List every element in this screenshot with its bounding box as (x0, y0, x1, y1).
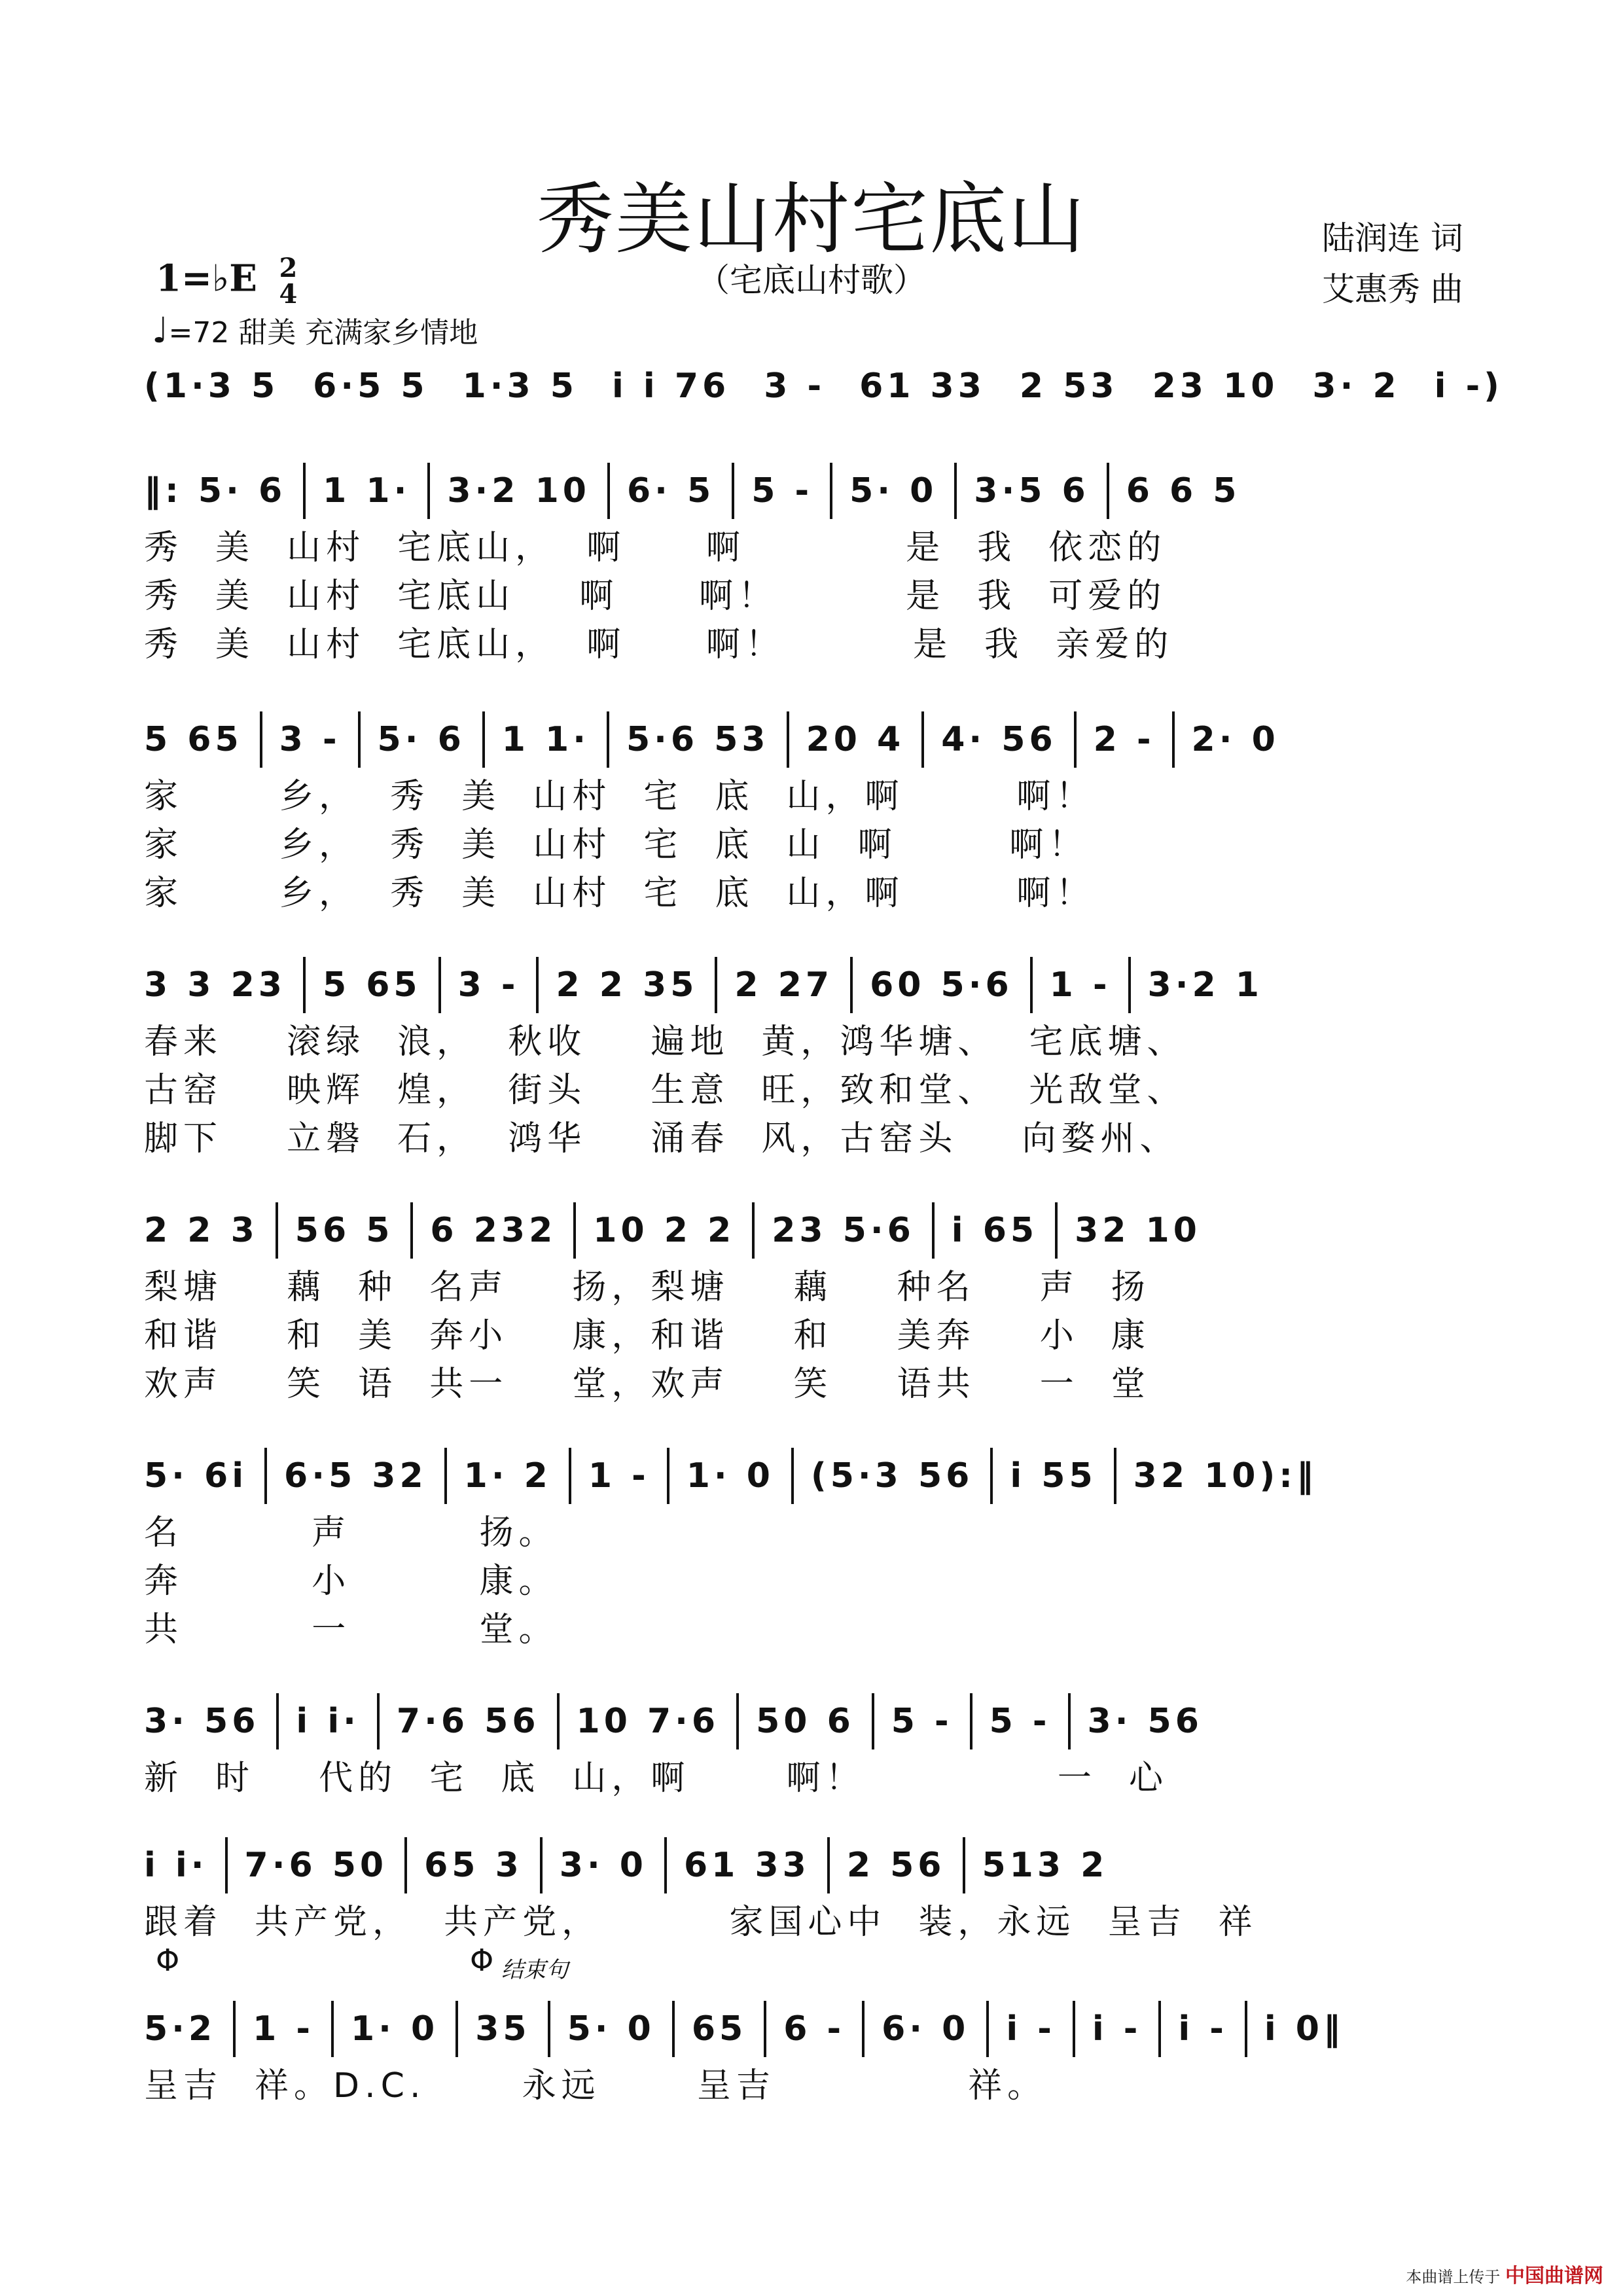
notation-line (144, 1443, 1479, 1509)
score-system (144, 458, 1479, 669)
bar-line (1245, 2001, 1247, 2057)
bar-line (1055, 1202, 1058, 1259)
bar-line (410, 1202, 413, 1259)
notation-line (144, 353, 1503, 419)
composer: 艾惠秀 曲 (1322, 270, 1463, 308)
measure: 1·3 5 (462, 367, 578, 406)
measure: i 55 (1010, 1456, 1097, 1496)
score-system (144, 1996, 1479, 2110)
notation-line (144, 1833, 1479, 1898)
footer (1406, 2259, 1603, 2288)
bar-line (264, 1448, 267, 1504)
measure: 5 - (891, 1702, 953, 1741)
credits (1322, 213, 1463, 315)
measure: 5· 0 (849, 471, 938, 511)
bar-line (752, 1202, 755, 1259)
lyric-line: 秀 美 山村 宅底山， 啊 啊！ 是 我 亲爱的 (144, 625, 1174, 664)
lyric-line: 和谐 和 美 奔小 康，和谐 和 美奔 小 康 (144, 1316, 1150, 1355)
bar-line (986, 2001, 989, 2057)
notation-line (144, 458, 1479, 524)
measure: 5 65 (144, 720, 243, 759)
bar-line (732, 463, 734, 519)
measure: 1 1· (501, 720, 590, 759)
lyricist: 陆润连 词 (1322, 219, 1463, 257)
bar-line (1114, 1448, 1116, 1504)
bar-line (540, 1837, 543, 1893)
score-system (144, 707, 1479, 918)
measure: 10 7·6 (576, 1702, 720, 1741)
bar-line (233, 2001, 236, 2057)
bar-line (573, 1202, 576, 1259)
quarter-note-icon: ♩ (152, 310, 169, 351)
measure: (5·3 56 (810, 1456, 974, 1496)
bar-line (791, 1448, 794, 1504)
measure: 2 2 3 (144, 1211, 259, 1250)
measure: 20 4 (806, 720, 905, 759)
measure: i i· (296, 1702, 360, 1741)
bar-line (764, 2001, 766, 2057)
measure: 7·6 50 (244, 1846, 388, 1885)
bar-line (557, 1693, 560, 1749)
measure: 1· 0 (351, 2009, 439, 2049)
measure: 3· 56 (144, 1702, 260, 1741)
bar-line (787, 711, 789, 768)
bar-line (990, 1448, 993, 1504)
tempo-text: =72 甜美 充满家乡情地 (168, 316, 478, 350)
footer-brand: 中国曲谱网 (1505, 2265, 1603, 2287)
lyric-line: 家 乡， 秀 美 山村 宅 底 山 啊 啊！ (144, 825, 1088, 865)
notation-line (144, 952, 1479, 1018)
measure: 6· 5 (626, 471, 715, 511)
bar-line (830, 463, 832, 519)
measure: 2 - (1093, 720, 1155, 759)
bar-line (427, 463, 430, 519)
measure: i 65 (951, 1211, 1039, 1250)
measure: 50 6 (756, 1702, 855, 1741)
measure: 3·2 1 (1147, 965, 1263, 1005)
measure: i i· (144, 1846, 208, 1885)
measure: 6 232 (430, 1211, 557, 1250)
measure: 3· 56 (1087, 1702, 1203, 1741)
measure: 32 10 (1075, 1211, 1201, 1250)
score-system (144, 1833, 1479, 1946)
measure: 61 33 (684, 1846, 810, 1885)
bar-line (225, 1837, 228, 1893)
measure: 10 2 2 (593, 1211, 736, 1250)
measure: 7·6 56 (396, 1702, 540, 1741)
measure: 3·5 6 (974, 471, 1090, 511)
measure: 3 - (457, 965, 520, 1005)
coda-label: 结束句 (501, 1957, 568, 1983)
bar-line (1074, 711, 1077, 768)
bar-line (872, 1693, 874, 1749)
measure: 6·5 32 (284, 1456, 427, 1496)
lyric-line: 欢声 笑 语 共一 堂，欢声 笑 语共 一 堂 (144, 1365, 1150, 1404)
measure: 513 2 (982, 1846, 1109, 1885)
bar-line (932, 1202, 935, 1259)
bar-line (358, 711, 361, 768)
measure: 23 10 (1152, 367, 1279, 406)
measure: i - (1178, 2009, 1228, 2049)
measure: 23 5·6 (772, 1211, 915, 1250)
measure: i i 76 (611, 367, 730, 406)
measure: 6· 0 (882, 2009, 970, 2049)
bar-line (303, 957, 306, 1013)
measure: 6 6 5 (1126, 471, 1241, 511)
measure: 3· 0 (559, 1846, 647, 1885)
coda-sign-icon-2: Φ (470, 1943, 494, 1978)
score-system (144, 353, 1503, 419)
measure: 3 3 23 (144, 965, 286, 1005)
bar-line (970, 1693, 972, 1749)
measure: i -) (1434, 367, 1503, 406)
measure: 5· 0 (567, 2009, 655, 2049)
measure: 56 5 (294, 1211, 394, 1250)
lyric-line: 跟着 共产党， 共产党， 家国心中 装，永远 呈吉 祥 (144, 1903, 1258, 1942)
lyric-line: 古窑 映辉 煌， 街头 生意 旺，致和堂、 光敌堂、 (144, 1071, 1186, 1110)
bar-line (1158, 2001, 1161, 2057)
bar-line (715, 957, 717, 1013)
lyric-line: 家 乡， 秀 美 山村 宅 底 山，啊 啊！ (144, 874, 1096, 913)
measure: 2 27 (734, 965, 834, 1005)
score-system (144, 952, 1479, 1163)
measure: ‖: 5· 6 (144, 471, 287, 511)
measure: 60 5·6 (870, 965, 1013, 1005)
measure: i - (1092, 2009, 1142, 2049)
measure: 5 - (989, 1702, 1051, 1741)
lyric-line: 脚下 立磐 石， 鸿华 涌春 风，古窑头 向婺州、 (144, 1119, 1179, 1158)
bar-line (1030, 957, 1033, 1013)
time-signature (279, 255, 297, 308)
lyric-line: 春来 滚绿 浪， 秋收 遍地 黄，鸿华塘、 宅底塘、 (144, 1022, 1186, 1062)
measure: 1 - (253, 2009, 314, 2049)
measure: 65 (691, 2009, 747, 2049)
measure: 3 - (764, 367, 826, 406)
measure: 32 10):‖ (1133, 1456, 1318, 1496)
notation-line (144, 1996, 1479, 2062)
bar-line (404, 1837, 407, 1893)
bar-line (1107, 463, 1109, 519)
measure: 5 65 (322, 965, 421, 1005)
key-signature (156, 255, 297, 308)
bar-line (276, 1202, 278, 1259)
measure: 5·6 53 (626, 720, 770, 759)
lyric-line: 梨塘 藕 种 名声 扬，梨塘 藕 种名 声 扬 (144, 1268, 1150, 1307)
bar-line (548, 2001, 550, 2057)
lyric-line: 名 声 扬。 (144, 1513, 558, 1552)
measure: 1 - (1049, 965, 1111, 1005)
bar-line (954, 463, 957, 519)
song-subtitle: （宅底山村歌） (697, 261, 926, 299)
lyric-line: 共 一 堂。 (144, 1610, 558, 1649)
bar-line (862, 2001, 865, 2057)
bar-line (569, 1448, 571, 1504)
bar-line (1068, 1693, 1071, 1749)
bar-line (827, 1837, 830, 1893)
measure: 2 56 (846, 1846, 946, 1885)
measure: i - (1006, 2009, 1056, 2049)
lyric-line: 新 时 代的 宅 底 山，啊 啊！ 一 心 (144, 1759, 1168, 1798)
meter-top: 2 (279, 253, 298, 283)
bar-line (303, 463, 306, 519)
notation-line (144, 1689, 1479, 1754)
bar-line (607, 463, 610, 519)
lyric-line: 奔 小 康。 (144, 1562, 558, 1601)
notation-line (144, 1198, 1479, 1263)
measure: 5· 6 (377, 720, 465, 759)
score-system (144, 1198, 1479, 1408)
lyric-line: 家 乡， 秀 美 山村 宅 底 山，啊 啊！ (144, 777, 1096, 816)
bar-line (438, 957, 441, 1013)
lyric-line: 呈吉 祥。D.C. 永远 呈吉 祥。 (144, 2066, 1047, 2106)
bar-line (331, 2001, 334, 2057)
measure: 5 - (751, 471, 813, 511)
measure: 2· 0 (1191, 720, 1279, 759)
measure: (1·3 5 (144, 367, 279, 406)
measure: 2 53 (1019, 367, 1118, 406)
measure: 35 (475, 2009, 531, 2049)
song-title: 秀美山村宅底山 (536, 174, 1086, 264)
bar-line (736, 1693, 739, 1749)
bar-line (667, 1448, 669, 1504)
measure: 61 33 (859, 367, 986, 406)
measure: 2 2 35 (556, 965, 698, 1005)
key-label: 1=♭E (156, 257, 257, 300)
meter-bottom: 4 (279, 279, 298, 310)
measure: 3·2 10 (447, 471, 590, 511)
measure: 1· 0 (686, 1456, 774, 1496)
bar-line (536, 957, 539, 1013)
score-system (144, 1689, 1479, 1803)
measure: 4· 56 (941, 720, 1057, 759)
measure: 65 3 (424, 1846, 523, 1885)
bar-line (1172, 711, 1175, 768)
bar-line (672, 2001, 675, 2057)
bar-line (1128, 957, 1131, 1013)
notation-line (144, 707, 1479, 772)
bar-line (921, 711, 924, 768)
measure: 5· 6i (144, 1456, 248, 1496)
measure: 3· 2 (1312, 367, 1400, 406)
bar-line (607, 711, 609, 768)
tempo-marking (152, 309, 478, 351)
measure: 6 - (783, 2009, 846, 2049)
bar-line (260, 711, 262, 768)
bar-line (276, 1693, 279, 1749)
measure: 1 - (588, 1456, 650, 1496)
score-system (144, 1443, 1479, 1654)
lyric-line: 秀 美 山村 宅底山 啊 啊！ 是 我 可爱的 (144, 577, 1167, 616)
measure: 1 1· (323, 471, 411, 511)
bar-line (664, 1837, 667, 1893)
bar-line (1073, 2001, 1075, 2057)
bar-line (444, 1448, 447, 1504)
bar-line (963, 1837, 965, 1893)
bar-line (850, 957, 853, 1013)
lyric-line: 秀 美 山村 宅底山， 啊 啊 是 我 依恋的 (144, 528, 1167, 567)
measure: 1· 2 (463, 1456, 552, 1496)
coda-sign-icon: Φ (156, 1943, 180, 1978)
measure: 5·2 (144, 2009, 217, 2049)
bar-line (455, 2001, 458, 2057)
measure: i 0‖ (1264, 2009, 1344, 2049)
footer-text: 本曲谱上传于 (1406, 2268, 1501, 2286)
measure: 3 - (279, 720, 341, 759)
bar-line (482, 711, 485, 768)
bar-line (377, 1693, 380, 1749)
measure: 6·5 5 (313, 367, 429, 406)
